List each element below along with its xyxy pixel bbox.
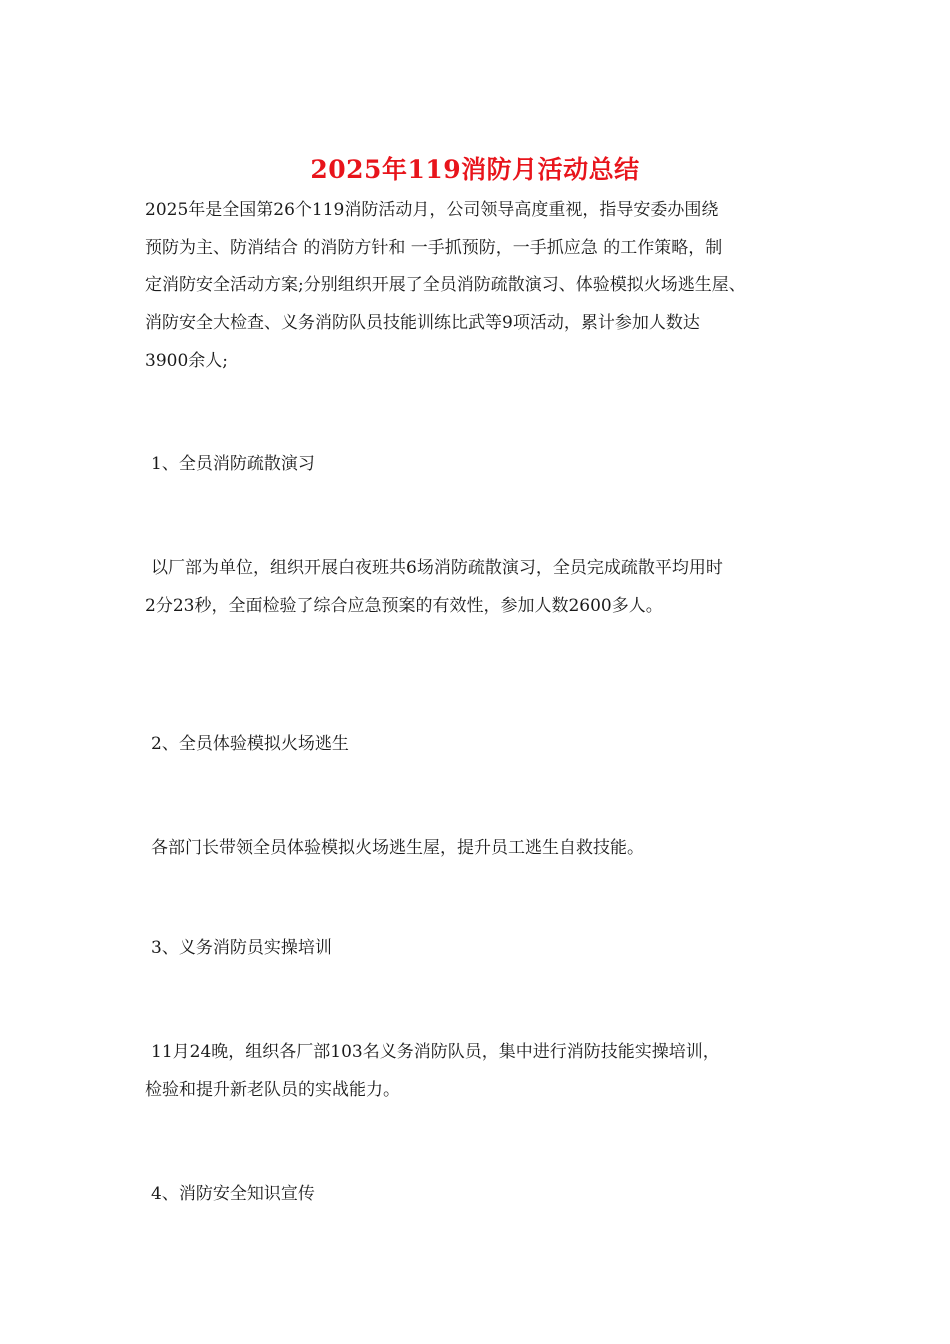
intro-line: 预防为主、防消结合 的消防方针和 一手抓预防，一手抓应急 的工作策略，制 (145, 238, 723, 258)
intro-line: 消防安全大检查、义务消防队员技能训练比武等9项活动，累计参加人数达 (145, 313, 700, 333)
section-body-line: 2分23秒，全面检验了综合应急预案的有效性，参加人数2600多人。 (145, 596, 663, 616)
section-body-line: 11月24晚，组织各厂部103名义务消防队员，集中进行消防技能实操培训， (151, 1042, 720, 1062)
section-heading: 2、全员体验模拟火场逃生 (151, 734, 349, 754)
section-heading: 4、消防安全知识宣传 (151, 1184, 315, 1204)
section-body-line: 各部门长带领全员体验模拟火场逃生屋，提升员工逃生自救技能。 (151, 838, 644, 858)
intro-line: 定消防安全活动方案;分别组织开展了全员消防疏散演习、体验模拟火场逃生屋、 (145, 275, 746, 295)
section-body-line: 以厂部为单位，组织开展白夜班共6场消防疏散演习，全员完成疏散平均用时 (151, 558, 723, 578)
document-title: 2025年119消防月活动总结 (310, 155, 640, 184)
section-heading: 1、全员消防疏散演习 (151, 454, 315, 474)
intro-line: 2025年是全国第26个119消防活动月，公司领导高度重视，指导安委办围绕 (145, 200, 719, 220)
section-heading: 3、义务消防员实操培训 (151, 938, 332, 958)
section-body-line: 检验和提升新老队员的实战能力。 (145, 1080, 400, 1100)
intro-line: 3900余人; (145, 351, 228, 371)
